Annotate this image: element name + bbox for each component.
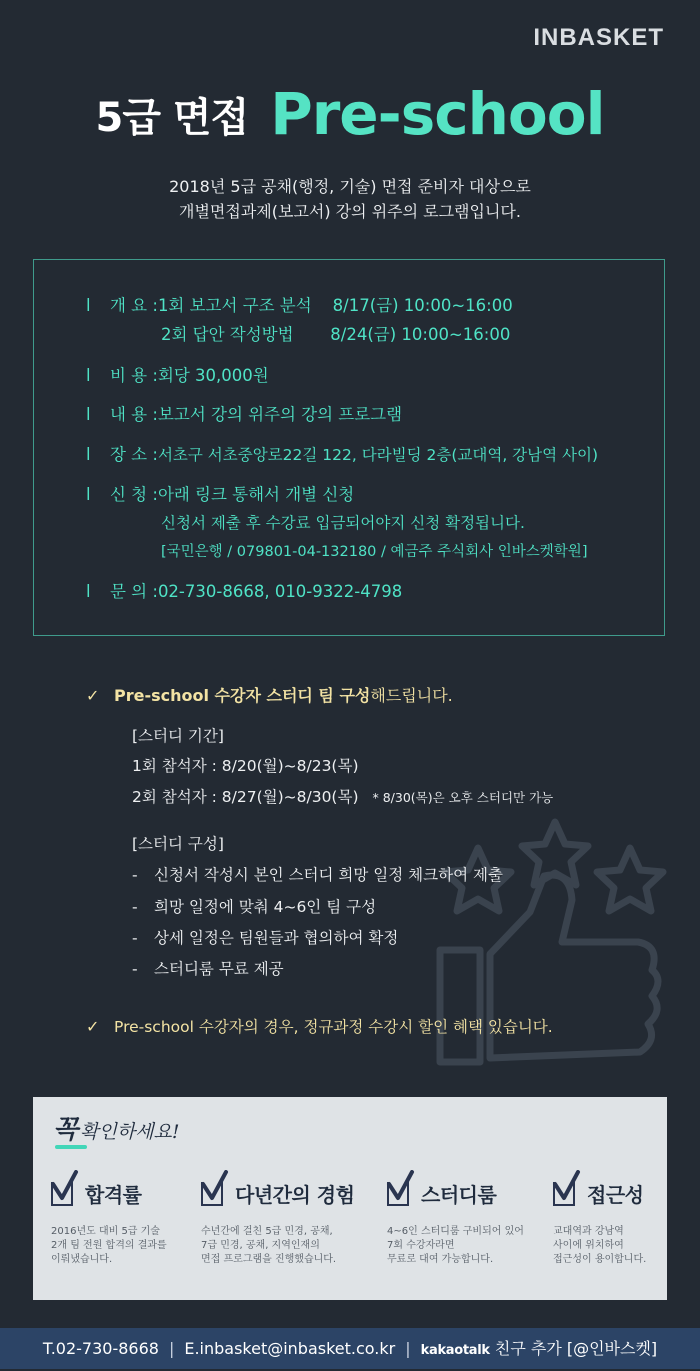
footer-separator: | [405,1339,411,1358]
feature-desc-line: 교대역과 강남역 [553,1226,624,1237]
config-title: [스터디 구성] [132,835,224,853]
title-prefix: 5급 면접 [95,94,249,141]
page-title [0,80,700,148]
feature-name: 합격률 [85,1183,142,1207]
feature-desc-line: 사이에 위치하여 [553,1240,624,1251]
footer-bar [0,1328,700,1369]
feature-study-room [387,1179,537,1267]
footer-kakao-friend[interactable]: 친구 추가 [@인바스켓] [489,1339,658,1358]
bullet-icon: l [86,366,91,385]
period-line-2-text: 2회 참석자 : 8/27(월)~8/30(목) [132,788,359,806]
panel-heading-rest: 확인하세요! [80,1121,180,1143]
checkbox-icon [387,1182,409,1206]
content-label: 내 용 : [110,405,158,424]
feature-pass-rate [51,1179,201,1267]
config-item-text: 스터디룸 무료 제공 [154,960,284,978]
feature-desc-line: 2016년도 대비 5급 기술 [51,1226,160,1237]
config-item-text: 신청서 작성시 본인 스터디 희망 일정 체크하여 제출 [154,866,503,884]
check-panel [33,1097,667,1300]
feature-desc [553,1225,663,1267]
feature-desc [201,1225,351,1267]
feature-desc-line: 7회 수강자라면 [387,1240,455,1251]
footer-tel[interactable]: T.02-730-8668 [42,1339,159,1358]
feature-desc [387,1225,537,1267]
config-item-text: 상세 일정은 팀원들과 협의하여 확정 [154,929,399,947]
feature-desc-line: 수년간에 걸친 5급 민경, 공채, [201,1226,333,1237]
feature-desc-line: 접근성이 용이합니다. [553,1254,647,1265]
info-apply [86,483,354,507]
apply-line-2: 신청서 제출 후 수강료 입금되어야지 신청 확정됩니다. [161,514,525,532]
bullet-icon: l [86,405,91,424]
place-value: 서초구 서초중앙로22길 122, 다라빌딩 2층(교대역, 강남역 사이) [157,446,599,464]
dash-icon: - [132,929,138,947]
feature-name: 다년간의 경험 [235,1183,355,1207]
bullet-icon: l [86,485,91,504]
panel-heading-kk: 꼭 [53,1115,79,1145]
panel-heading [53,1109,180,1146]
dash-icon: - [132,898,138,916]
check-icon: ✓ [86,686,100,705]
apply-label: 신 청 : [110,485,158,504]
config-item [132,926,398,950]
subtitle-line-2: 개별면접과제(보고서) 강의 위주의 로그램입니다. [179,202,521,221]
check-icon: ✓ [86,1017,100,1036]
subtitle [0,174,700,224]
feature-name: 접근성 [587,1183,644,1207]
feature-desc-line: 면접 프로그램을 진행했습니다. [201,1254,337,1265]
place-label: 장 소 : [110,445,158,464]
period-line-2 [132,785,553,810]
dash-icon: - [132,866,138,884]
study-headline [86,684,453,708]
config-item [132,895,376,919]
info-place [86,443,598,467]
study-headline-a: Pre-school 수강자 스터디 팀 구성 [114,686,371,705]
footer-email[interactable]: E.inbasket@inbasket.co.kr [184,1339,396,1358]
footer-separator: | [168,1339,175,1358]
feature-accessibility [553,1179,663,1267]
period-note: * 8/30(목)은 오후 스터디만 가능 [372,790,554,805]
fee-label: 비 용 : [110,366,158,385]
feature-desc-line: 이뤄냈습니다. [51,1254,113,1265]
period-title: [스터디 기간] [132,727,224,745]
overview-label: 개 요 : [110,296,158,315]
title-main: Pre-school [270,80,605,148]
info-content [86,403,402,427]
bullet-icon: l [86,296,91,315]
feature-desc-line: 7급 민경, 공채, 지역인재의 [201,1240,320,1251]
kakaotalk-logo: kakaotalk [420,1343,490,1358]
feature-desc-line: 4~6인 스터디룸 구비되어 있어 [387,1226,524,1237]
feature-experience [201,1179,355,1267]
discount-line [86,1015,553,1039]
config-item [132,863,503,887]
bullet-icon: l [86,445,91,464]
bullet-icon: l [86,582,91,601]
brand-logo: INBASKET [533,24,664,51]
info-contact [86,580,402,604]
apply-line-1: 아래 링크 통해서 개별 신청 [157,485,355,504]
discount-text: Pre-school 수강자의 경우, 정규과정 수강시 할인 혜택 있습니다. [114,1018,553,1036]
checkbox-icon [201,1182,223,1206]
heading-underline [55,1145,87,1149]
info-overview [86,294,513,318]
feature-desc-line: 무료로 대여 가능합니다. [387,1254,494,1265]
dash-icon: - [132,960,138,978]
subtitle-line-1: 2018년 5급 공채(행정, 기술) 면접 준비자 대상으로 [169,177,531,196]
config-item [132,957,284,981]
contact-label: 문 의 : [110,582,158,601]
study-headline-b: 해드립니다. [370,686,453,705]
contact-value: 02-730-8668, 010-9322-4798 [157,582,403,601]
overview-line-1: 1회 보고서 구조 분석 8/17(금) 10:00~16:00 [157,296,513,315]
feature-desc-line: 2개 팀 전원 합격의 결과를 [51,1240,167,1251]
feature-name: 스터디룸 [421,1183,497,1207]
info-fee [86,364,269,388]
config-item-text: 희망 일정에 맞춰 4~6인 팀 구성 [154,898,377,916]
fee-value: 회당 30,000원 [157,366,269,385]
content-value: 보고서 강의 위주의 강의 프로그램 [157,405,403,424]
period-line-1: 1회 참석자 : 8/20(월)~8/23(목) [132,757,359,775]
checkbox-icon [553,1182,575,1206]
overview-line-2: 2회 답안 작성방법 8/24(금) 10:00~16:00 [161,325,511,344]
checkbox-icon [51,1182,73,1206]
feature-desc [51,1225,201,1267]
apply-line-3: [국민은행 / 079801-04-132180 / 예금주 주식회사 인바스켓학원] [161,544,588,560]
